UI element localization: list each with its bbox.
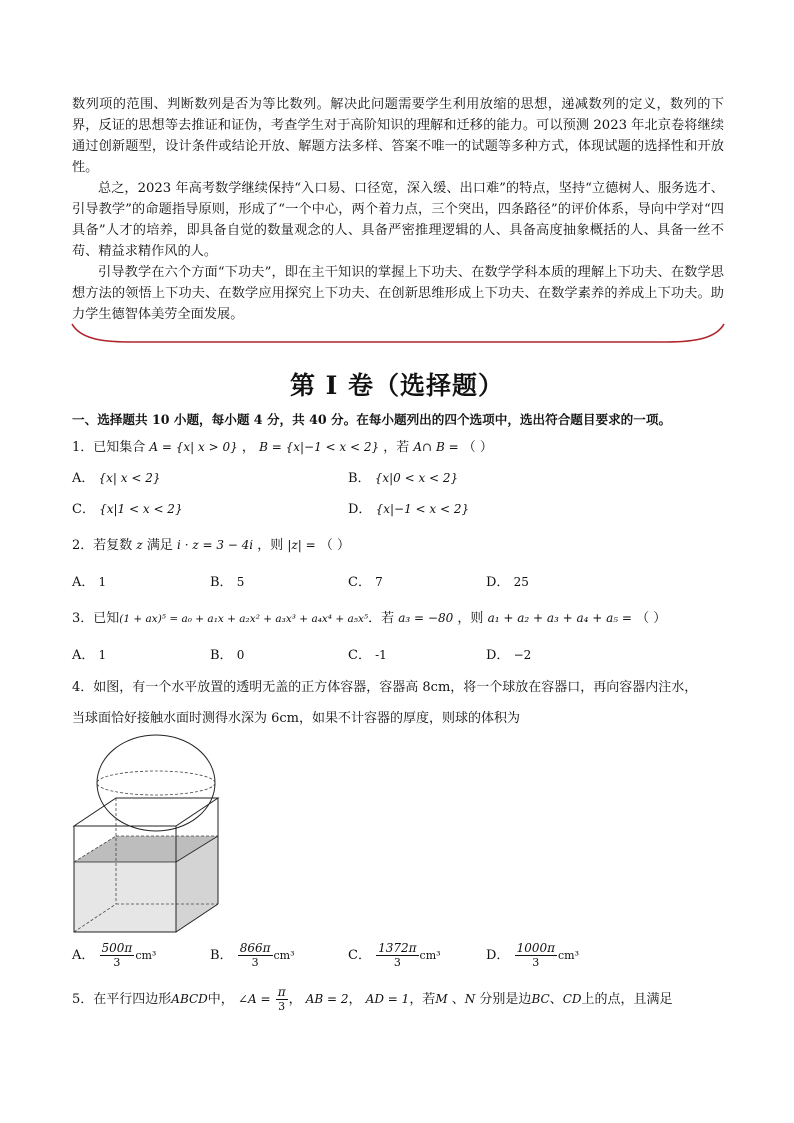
q5-side-bc: BC [531, 992, 550, 1006]
q5-stem-text-4: 分别是边 [479, 992, 532, 1007]
q3-option-c [348, 644, 387, 663]
q3-option-d [486, 644, 531, 663]
option-letter: C． [72, 502, 95, 517]
option-text: 7 [375, 575, 383, 589]
option-fraction [238, 942, 273, 969]
option-text: {x|−1 < x < 2} [375, 502, 470, 516]
q2-stem-text-2: 满足 [146, 538, 173, 553]
option-letter: A． [72, 648, 95, 663]
q2-variable: z [136, 538, 143, 552]
q4-option-a [72, 942, 156, 969]
option-letter: D． [486, 648, 510, 663]
option-letter: D． [486, 948, 510, 963]
section-title: 第 I 卷（选择题） [289, 371, 505, 400]
intro-paragraph-2: 总之，2023 年高考数学继续保持“入口易、口径宽，深入缓、出口难”的特点，坚持“立德树人、服务选才、引导教学”的命题指导原则，形成了“一个中心，两个着力点，三个突出，四条路径”的评价体系，导向中学对“四具备”人才的培养，即具备自觉的数量观念的人、具备严密推理逻辑的人、具备高度抽象概括的人、具备一丝不苟、精益求精作风的人。 [72, 181, 724, 259]
q1-option-a [72, 467, 161, 486]
q1-separator: ， [241, 440, 255, 455]
question-4-line-2: 当球面恰好接触水面时测得水深为 6cm，如果不计容器的厚度，则球的体积为 [72, 711, 521, 726]
option-text: 5 [236, 575, 245, 589]
option-text: -1 [375, 648, 387, 662]
q1-option-d [348, 498, 469, 517]
q5-stem-text-2: 中， [207, 992, 234, 1007]
intro-text [72, 94, 724, 325]
q1-expression: A∩ B = [413, 440, 459, 454]
q2-option-a [72, 571, 106, 590]
fraction-denominator: 3 [393, 956, 401, 969]
q2-option-d [486, 571, 529, 590]
fraction-denominator: 3 [113, 956, 121, 969]
option-letter: A． [72, 948, 95, 963]
q5-point-n: N [464, 992, 476, 1006]
q1-set-b: B = {x|−1 < x < 2} [259, 440, 380, 454]
intro-paragraph-1: 数列项的范围、判断数列是否为等比数列。解决此问题需要学生利用放缩的思想，递减数列的定义，数列的下界，反证的思想等去推证和证伪，考查学生对于高阶知识的理解和迁移的能力。可以预测 2023 年北京卷将继续通过创新题型，设计条件或结论开放、解题方法多样、答案不唯一的试题等多种方式，体现试题的选择性和开放性。 [72, 97, 724, 175]
fraction-numerator: 866π [239, 941, 271, 955]
q2-option-b [210, 571, 244, 590]
fraction-numerator: 1372π [378, 941, 417, 955]
q5-stem-text-5: 上的点，且满足 [581, 992, 673, 1007]
q5-separator: ， [288, 992, 302, 1007]
part-instructions: 一、选择题共 10 小题，每小题 4 分，共 40 分。在每小题列出的四个选项中，选出符合题目要求的一项。 [72, 412, 672, 427]
option-text: {x| x < 2} [98, 471, 161, 485]
q5-side-ab: AB = 2 [305, 992, 349, 1006]
q3-stem-text-2: ．若 [368, 611, 395, 626]
option-text: {x|0 < x < 2} [374, 471, 459, 485]
fraction-denominator: 3 [278, 1000, 286, 1013]
option-fraction [376, 942, 418, 969]
q1-answer-blank: （ ） [462, 440, 493, 455]
q4-option-d [486, 942, 579, 969]
sphere-outline [97, 735, 215, 831]
q3-stem-text-3: ，则 [457, 611, 484, 626]
q4-option-c [348, 942, 441, 969]
option-fraction [515, 942, 557, 969]
cube-top-rim [74, 798, 218, 826]
option-letter: C． [348, 575, 371, 590]
q1-stem-text-2: ，若 [383, 440, 410, 455]
option-unit: cm³ [135, 949, 157, 962]
fraction-numerator: 1000π [516, 941, 556, 955]
decorative-wave-divider [70, 322, 726, 348]
option-letter: B． [210, 948, 233, 963]
option-letter: C． [348, 948, 371, 963]
q5-point-m: M [435, 992, 448, 1006]
q5-separator-3: 、 [451, 992, 465, 1007]
option-letter: B． [210, 575, 233, 590]
q3-option-a [72, 644, 106, 663]
fraction-denominator: 3 [251, 956, 259, 969]
option-unit: cm³ [273, 949, 295, 962]
q5-stem-text-3: ，若 [409, 992, 436, 1007]
question-4-line-1: 4．如图，有一个水平放置的透明无盖的正方体容器，容器高 8cm，将一个球放在容器口，再向容器内注水， [72, 680, 698, 695]
q5-parallelogram: ABCD [171, 992, 208, 1006]
q5-stem-text: 5．在平行四边形 [72, 992, 172, 1007]
option-fraction [100, 942, 135, 969]
q3-sum: a₁ + a₂ + a₃ + a₄ + a₅ = [487, 611, 632, 625]
question-2-stem [72, 534, 350, 553]
water-front-face [74, 862, 176, 932]
intro-paragraph-3: 引导教学在六个方面“下功夫”，即在主干知识的掌握上下功夫、在数学学科本质的理解上下功夫、在数学思想方法的领悟上下功夫、在数学应用探究上下功夫、在创新思维形成上下功夫、在数学素养的养成上下功夫。助力学生德智体美劳全面发展。 [72, 265, 724, 322]
q5-angle: ∠A = [237, 992, 271, 1006]
q5-separator-2: ， [348, 992, 362, 1007]
q5-angle-fraction [276, 986, 288, 1013]
option-text: {x|1 < x < 2} [99, 502, 183, 516]
q1-option-b [348, 467, 458, 486]
question-1-stem [72, 436, 493, 455]
option-letter: A． [72, 471, 95, 486]
q3-option-b [210, 644, 244, 663]
q2-equation: i · z = 3 − 4i [177, 538, 254, 552]
option-unit: cm³ [419, 949, 441, 962]
fraction-numerator: 500π [101, 941, 133, 955]
option-text: 0 [236, 648, 245, 662]
sphere-equator [97, 771, 215, 795]
option-text: 1 [98, 575, 107, 589]
q4-option-b [210, 942, 295, 969]
option-letter: B． [348, 471, 371, 486]
q5-separator-4: 、 [549, 992, 563, 1007]
option-letter: A． [72, 575, 95, 590]
option-text: −2 [513, 648, 532, 662]
option-unit: cm³ [558, 949, 580, 962]
option-letter: C． [348, 648, 371, 663]
sphere-on-cube-figure [70, 732, 226, 938]
q5-side-cd: CD [562, 992, 582, 1006]
option-letter: D． [486, 575, 510, 590]
q2-option-c [348, 571, 383, 590]
fraction-denominator: 3 [532, 956, 540, 969]
question-5-stem [72, 986, 673, 1013]
q1-option-c [72, 498, 183, 517]
q2-stem-text-3: ，则 [257, 538, 284, 553]
q3-answer-blank: （ ） [636, 611, 667, 626]
option-text: 1 [98, 648, 107, 662]
option-letter: B． [210, 648, 233, 663]
option-letter: D． [348, 502, 372, 517]
fraction-numerator: π [277, 985, 286, 999]
q2-stem-text: 2．若复数 [72, 538, 133, 553]
q3-stem-text: 3．已知 [72, 611, 120, 626]
q2-answer-blank: （ ） [319, 538, 350, 553]
q1-set-a: A = {x| x > 0} [149, 440, 238, 454]
option-text: 25 [513, 575, 529, 589]
q1-stem-text: 1．已知集合 [72, 440, 146, 455]
question-3-stem [72, 607, 666, 626]
q3-condition: a₃ = −80 [398, 611, 454, 625]
q2-modulus: |z| = [287, 538, 316, 552]
q5-side-ad: AD = 1 [365, 992, 410, 1006]
q3-expansion: (1 + ax)⁵ = a₀ + a₁x + a₂x² + a₃x³ + a₄x⁴ + a₅x⁵ [119, 613, 369, 625]
